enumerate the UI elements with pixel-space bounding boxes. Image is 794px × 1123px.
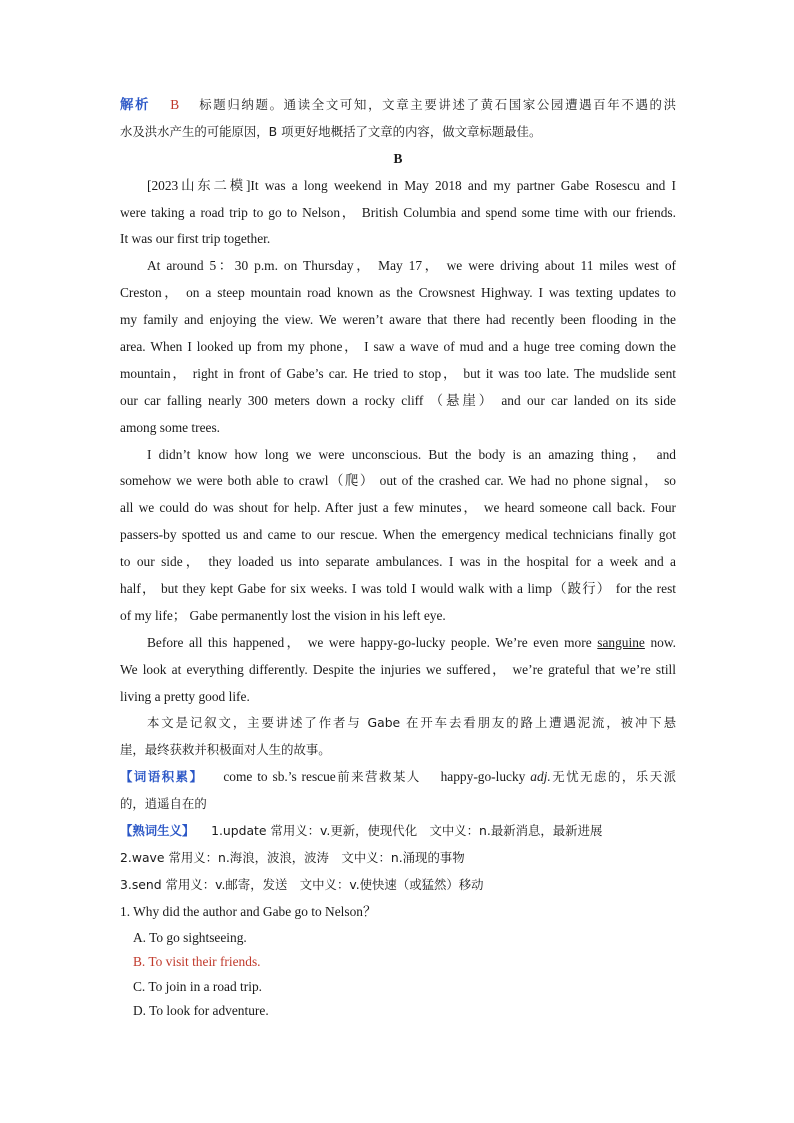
analysis-answer: B xyxy=(170,97,180,112)
familiar-item-1: 1.update 常用义：v.更新，使现代化 文中义：n.最新消息，最新进展 xyxy=(211,823,603,839)
underlined-word: sanguine xyxy=(597,634,645,650)
passage-p2-line: Creston， on a steep mountain road known as the Crowsnest Highway. I was texting updates to xyxy=(120,285,676,301)
passage-p4-start: Before all this happened， we were happy-go-lucky people. We’re even more xyxy=(147,634,598,650)
vocab-line-1 xyxy=(120,764,676,791)
analysis-text-1: 标题归纳题。通读全文可知，文章主要讲述了黄石国家公园遭遇百年不遇的洪 xyxy=(199,97,676,112)
familiar-item-2: 2.wave 常用义：n.海浪，波浪，波涛 文中义：n.涌现的事物 xyxy=(120,849,465,865)
passage-p4-line: living a pretty good life. xyxy=(120,688,250,704)
vocab-label: 【词语积累】 xyxy=(120,769,204,785)
passage-p1-line: [2023山东二模]It was a long weekend in May 2018 and my partner Gabe Rosescu and I xyxy=(147,177,676,193)
vocab-phrase-1-meaning: 前来营救某人 xyxy=(335,769,421,785)
passage-p2-line: my family and enjoying the view. We weren’t aware that there had recently been flooding in the xyxy=(120,312,676,328)
passage-p4-end: now. xyxy=(644,634,677,650)
passage-p1-line: were taking a road trip to go to Nelson， British Columbia and spend some time with our friends. xyxy=(120,204,676,220)
vocab-phrase-1: come to sb.’s rescue xyxy=(223,769,336,785)
analysis-line-2: 水及洪水产生的可能原因，B 项更好地概括了文章的内容，做文章标题最佳。 xyxy=(120,123,542,139)
passage-p4-line xyxy=(120,630,676,657)
vocab-phrase-2-meaning: 无忧无虑的，乐天派 xyxy=(550,769,677,785)
passage-p3-line: to our side， they loaded us into separate ambulances. I was in the hospital for a week and a xyxy=(120,554,676,570)
passage-p3-line: half， but they kept Gabe for six weeks. I was told I would walk with a limp（跛行） for the rest xyxy=(120,581,676,597)
question-option-d: D. To look for adventure. xyxy=(133,1003,269,1019)
question-option-b-correct: B. To visit their friends. xyxy=(133,954,261,970)
passage-p3-line: of my life； Gabe permanently lost the vision in his left eye. xyxy=(120,607,446,623)
document-page xyxy=(120,92,676,1024)
familiar-label: 【熟词生义】 xyxy=(120,823,195,839)
analysis-label: 解析 xyxy=(120,97,151,112)
vocab-line-2: 的，逍遥自在的 xyxy=(120,796,207,812)
vocab-phrase-2-pos: adj. xyxy=(530,769,551,785)
summary-line-2: 崖，最终获救并积极面对人生的故事。 xyxy=(120,742,331,758)
familiar-line-1 xyxy=(120,818,676,845)
passage-p2-line: mountain， right in front of Gabe’s car. He tried to stop， but it was too late. The mudslide sent xyxy=(120,365,676,381)
passage-p3-line: somehow we were both able to crawl（爬） out of the crashed car. We had no phone signal， so xyxy=(120,473,676,489)
question-stem: 1. Why did the author and Gabe go to Nelson？ xyxy=(120,903,377,919)
summary-line-1: 本文是记叙文，主要讲述了作者与 Gabe 在开车去看朋友的路上遭遇泥流，被冲下悬 xyxy=(147,715,676,731)
passage-p3-line: I didn’t know how long we were unconscious. But the body is an amazing thing， and xyxy=(147,446,676,462)
passage-p2-line: At around 5：30 p.m. on Thursday， May 17， we were driving about 11 miles west of xyxy=(147,258,676,274)
passage-p1-line: It was our first trip together. xyxy=(120,231,271,247)
passage-p4-line: We look at everything differently. Despite the injuries we suffered， we’re grateful that we’re still xyxy=(120,661,676,677)
familiar-item-3: 3.send 常用义：v.邮寄，发送 文中义：v.使快速（或猛然）移动 xyxy=(120,876,484,892)
question-option-a: A. To go sightseeing. xyxy=(133,929,247,945)
passage-p3-line: passers-by spotted us and came to our rescue. When the emergency medical technicians finally got xyxy=(120,527,676,543)
analysis-line-1 xyxy=(120,92,676,119)
passage-p2-line: among some trees. xyxy=(120,419,221,435)
vocab-phrase-2: happy-go-lucky xyxy=(440,769,526,785)
passage-p2-line: area. When I looked up from my phone， I saw a wave of mud and a huge tree coming down the xyxy=(120,339,676,355)
passage-p3-line: all we could do was shout for help. After just a few minutes， we heard someone call back. Four xyxy=(120,500,676,516)
question-option-c: C. To join in a road trip. xyxy=(133,978,262,994)
section-heading: B xyxy=(393,150,403,166)
passage-p2-line: our car falling nearly 300 meters down a rocky cliff （悬崖） and our car landed on its side xyxy=(120,392,676,408)
passage xyxy=(120,173,676,711)
